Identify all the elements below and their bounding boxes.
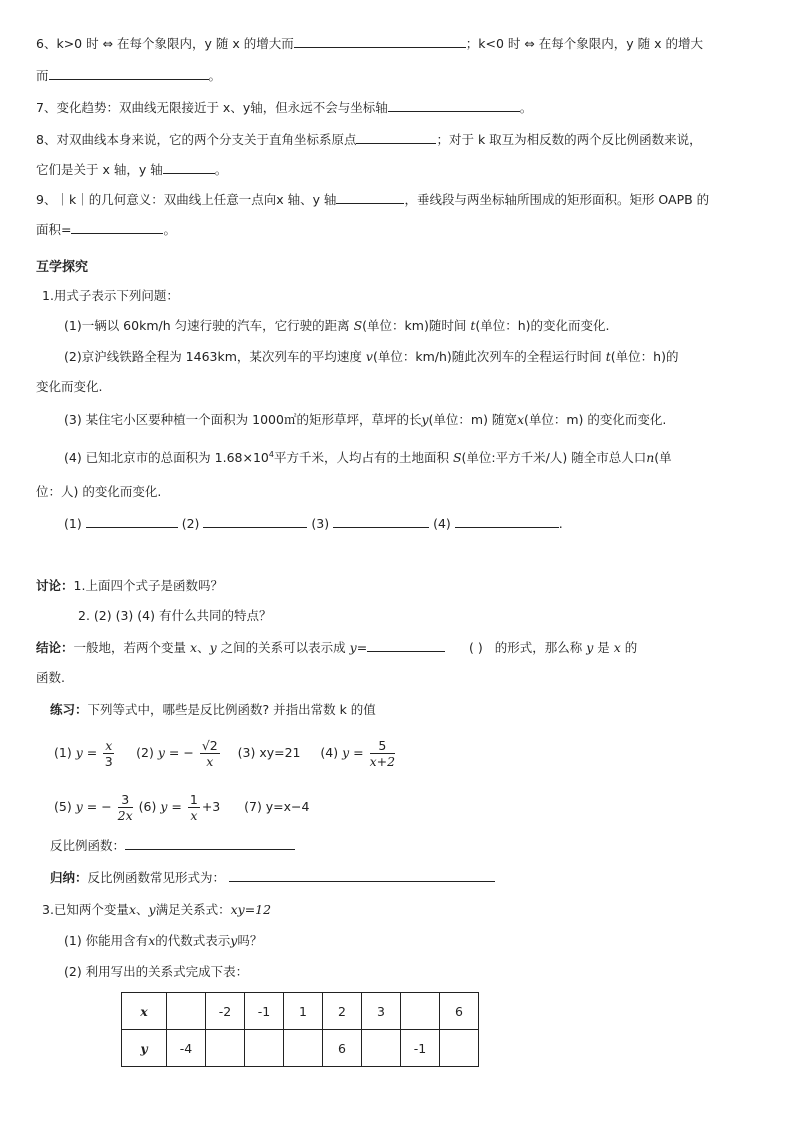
table-header-x: x [122, 993, 167, 1030]
table-cell[interactable]: 3 [362, 993, 401, 1030]
blank[interactable] [294, 34, 466, 48]
inverse-answer: 反比例函数： [50, 836, 295, 854]
answer-blank-1[interactable] [86, 514, 178, 528]
discussion-2: 2. (2) (3) (4) 有什么共同的特点？ [78, 608, 272, 623]
q7-line: 7、变化趋势：双曲线无限接近于 x、y轴，但永远不会与坐标轴 。 [36, 100, 533, 115]
answer-blank-3[interactable] [333, 514, 429, 528]
problem1-item1: (1)一辆以 60km/h 匀速行驶的汽车，它行驶的距离 S(单位：km)随时间 t(单位：h)的变化而变化. [64, 318, 610, 333]
q9-line2: 面积= 。 [36, 222, 176, 237]
table-cell[interactable]: 6 [440, 993, 479, 1030]
table-cell[interactable]: -2 [206, 993, 245, 1030]
table-cell[interactable] [245, 1030, 284, 1067]
problem1-item4: (4) 已知北京市的总面积为 $1.68\times 10^4$平方千米，人均占有的土地面积 S(单位:平方千米/人) 随全市总人口n(单 [64, 449, 672, 465]
blank[interactable] [163, 160, 215, 174]
blank[interactable] [49, 66, 209, 80]
table-cell[interactable] [206, 1030, 245, 1067]
table-cell[interactable] [284, 1030, 323, 1067]
table-header-y: y [122, 1030, 167, 1067]
fraction-4: $\frac{5}{x+2}$ [369, 738, 396, 769]
fraction-1: $\frac{x}{3}$ [104, 738, 113, 769]
table-row-x [122, 993, 479, 1030]
table-cell[interactable]: -1 [401, 1030, 440, 1067]
blank[interactable] [336, 190, 404, 204]
equations-row2: (5) y = − $\frac{3}{2x}$ (6) y = $\frac{1}{x}$ +3 (7) y=x−4 [54, 792, 310, 823]
problem1-title: 1.用式子表示下列问题： [42, 288, 179, 303]
table-cell[interactable]: 1 [284, 993, 323, 1030]
problem1-item4-cont: 位：人) 的变化而变化. [36, 484, 162, 499]
table-cell[interactable]: -4 [167, 1030, 206, 1067]
answer-blank-4[interactable] [455, 514, 559, 528]
q6-line2: 而 。 [36, 68, 222, 83]
answer-blank-2[interactable] [203, 514, 307, 528]
xy-table [121, 992, 479, 1067]
table-cell[interactable] [401, 993, 440, 1030]
practice-line: 练习：下列等式中，哪些是反比例函数? 并指出常数 k 的值 [50, 702, 376, 717]
table-cell[interactable] [362, 1030, 401, 1067]
fraction-2: $\frac{√2}{x}$ [201, 738, 218, 769]
blank[interactable] [367, 638, 445, 652]
q9-line1: 9、｜k｜的几何意义：双曲线上任意一点向x 轴、y 轴 ，垂线段与两坐标轴所围成的矩形面积。矩形 OAPB 的 [36, 192, 710, 207]
blank[interactable] [388, 98, 520, 112]
problem3-item1: (1) 你能用含有x的代数式表示y吗？ [64, 933, 263, 948]
conclusion-line1: 结论：一般地，若两个变量 x、y 之间的关系可以表示成 y= ( ) 的形式，那么称 y 是 x 的 [36, 640, 638, 655]
table-cell[interactable] [167, 993, 206, 1030]
conclusion-line2: 函数. [36, 670, 65, 685]
q8-line1: 8、对双曲线本身来说，它的两个分支关于直角坐标系原点 ；对于 k 取互为相反数的两个反比例函数来说， [36, 132, 702, 147]
q8-line2: 它们是关于 x 轴，y 轴 。 [36, 162, 228, 177]
q6-line1: 6、k>0 时 ⇔ 在每个象限内，y 随 x 的增大而 ；k<0 时 ⇔ 在每个象限内，y 随 x 的增大 [36, 36, 704, 51]
table-row-y [122, 1030, 479, 1067]
problem1-item2-cont: 变化而变化. [36, 379, 103, 394]
fraction-5: $\frac{3}{2x}$ [117, 792, 133, 823]
blank[interactable] [71, 220, 163, 234]
discussion-1: 讨论：1.上面四个式子是函数吗？ [36, 578, 223, 593]
problem1-item2: (2)京沪线铁路全程为 1463km，某次列车的平均速度 v(单位：km/h)随此次列车的全程运行时间 t(单位：h)的 [64, 349, 679, 364]
table-cell[interactable]: 6 [323, 1030, 362, 1067]
table-cell[interactable]: -1 [245, 993, 284, 1030]
blank[interactable] [356, 130, 436, 144]
answer-row: (1) (2) (3) (4) . [64, 516, 563, 531]
table-cell[interactable]: 2 [323, 993, 362, 1030]
induction-line: 归纳：反比例函数常见形式为： [50, 868, 495, 886]
equations-row1: (1) y = $\frac{x}{3}$ (2) y = − $\frac{√2}{x}$ (3) xy=21 (4) y = $\frac{5}{x+2}$ [54, 738, 396, 769]
problem3-title: 3.已知两个变量x、y满足关系式：xy=12 [42, 902, 272, 917]
blank[interactable] [229, 868, 495, 882]
table-cell[interactable] [440, 1030, 479, 1067]
section-title: 互学探究 [36, 260, 89, 275]
blank[interactable] [125, 836, 295, 850]
problem3-item2: (2) 利用写出的关系式完成下表： [64, 964, 249, 979]
fraction-6: $\frac{1}{x}$ [189, 792, 198, 823]
problem1-item3: (3) 某住宅小区要种植一个面积为 1000㎡的矩形草坪，草坪的长y(单位：m) 随宽x(单位：m) 的变化而变化. [64, 412, 667, 427]
